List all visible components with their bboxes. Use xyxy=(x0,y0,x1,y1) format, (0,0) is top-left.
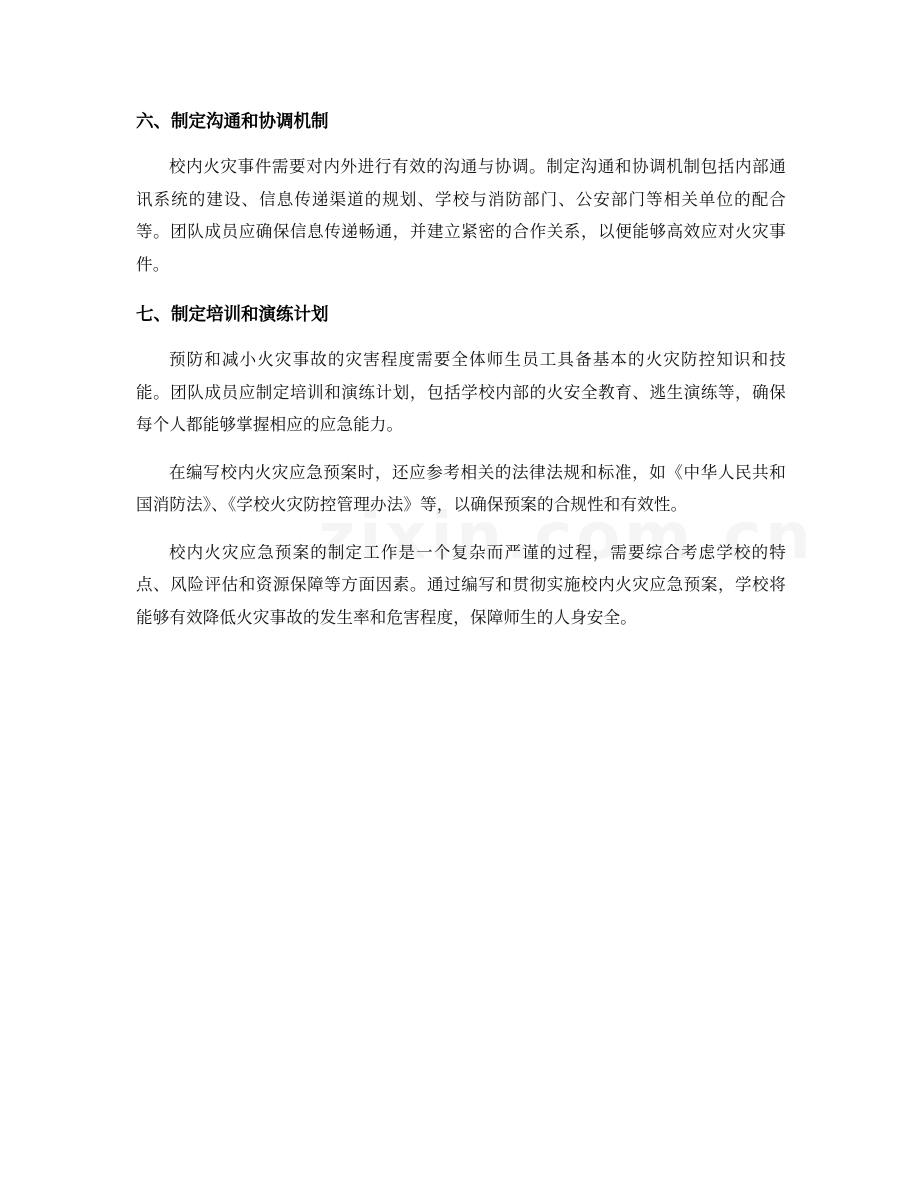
paragraph: 在编写校内火灾应急预案时，还应参考相关的法律法规和标准，如《中华人民共和国消防法》、《学校火灾防控管理办法》等，以确保预案的合规性和有效性。 xyxy=(136,462,786,514)
paragraph: 校内火灾事件需要对内外进行有效的沟通与协调。制定沟通和协调机制包括内部通讯系统的建设、信息传递渠道的规划、学校与消防部门、公安部门等相关单位的配合等。团队成员应确保信息传递畅通，并建立紧密的合作关系，以便能够高效应对火灾事件。 xyxy=(136,157,786,274)
section-heading: 六、制定沟通和协调机制 xyxy=(136,112,329,132)
paragraph: 预防和减小火灾事故的灾害程度需要全体师生员工具备基本的火灾防控知识和技能。团队成员应制定培训和演练计划，包括学校内部的火安全教育、逃生演练等，确保每个人都能够掌握相应的应急能力。 xyxy=(136,350,786,434)
paragraph: 校内火灾应急预案的制定工作是一个复杂而严谨的过程，需要综合考虑学校的特点、风险评估和资源保障等方面因素。通过编写和贯彻实施校内火灾应急预案，学校将能够有效降低火灾事故的发生率和危害程度，保障师生的人身安全。 xyxy=(136,542,786,627)
section-communication xyxy=(136,103,786,281)
section-training xyxy=(136,296,786,634)
section-heading: 七、制定培训和演练计划 xyxy=(136,305,329,325)
document-body xyxy=(136,103,786,649)
